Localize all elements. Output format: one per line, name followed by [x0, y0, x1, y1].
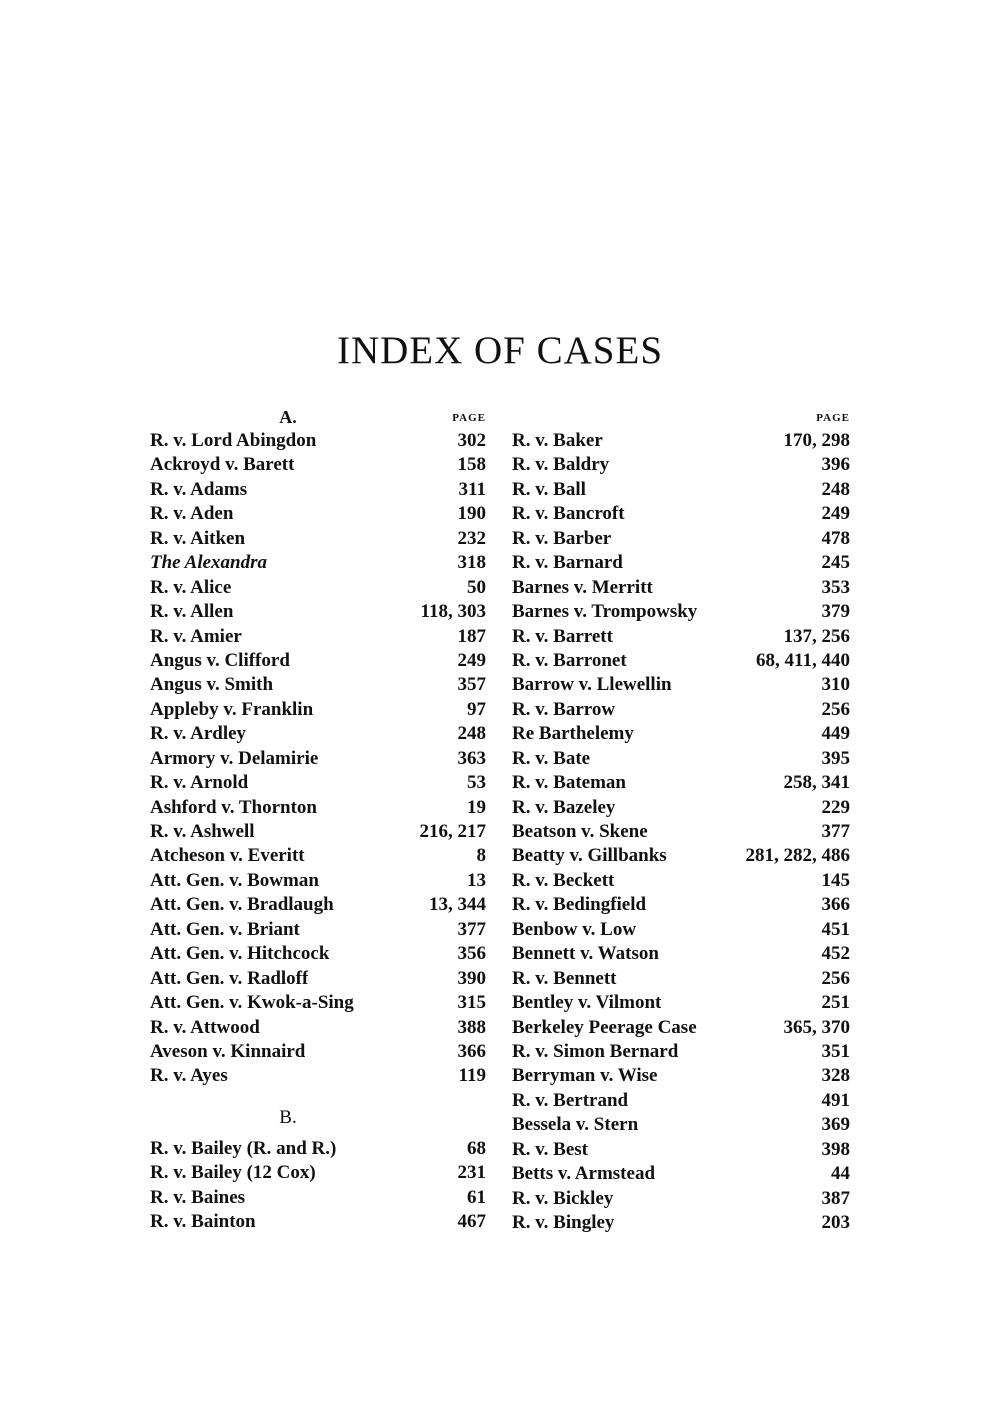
page-number: 187 [457, 625, 486, 647]
case-name: R. v. Bailey (12 Cox) [150, 1162, 316, 1184]
index-column-left [150, 407, 486, 1235]
case-name: Att. Gen. v. Radloff [150, 967, 309, 989]
case-name: Beatson v. Skene [512, 821, 648, 842]
case-name: R. v. Bancroft [512, 503, 625, 525]
page-number: 256 [821, 967, 850, 989]
case-name: Barnes v. Merritt [512, 576, 653, 598]
index-entry [150, 796, 486, 820]
index-entry [150, 820, 486, 844]
page-number: 13, 344 [429, 894, 486, 916]
page-number: 258, 341 [783, 772, 850, 794]
page-number: 449 [821, 723, 850, 745]
page-number: 491 [821, 1089, 850, 1111]
index-entry [150, 673, 486, 697]
case-name: R. v. Best [512, 1138, 588, 1160]
page-number: 248 [821, 478, 850, 500]
case-name: R. v. Barnard [512, 552, 623, 574]
case-name: R. v. Allen [150, 601, 234, 623]
case-name: R. v. Bateman [512, 772, 626, 794]
page-number: 365, 370 [783, 1016, 850, 1038]
index-entry [512, 1162, 850, 1186]
index-entry [150, 1161, 486, 1185]
index-entry [512, 844, 850, 868]
case-name: Atcheson v. Everitt [150, 845, 305, 867]
column-header [512, 411, 850, 429]
case-name: Armory v. Delamirie [150, 747, 319, 769]
case-name: R. v. Ashwell [150, 821, 255, 842]
page-number: 395 [821, 747, 850, 769]
case-name: R. v. Alice [150, 576, 232, 598]
page-number: 50 [467, 576, 486, 598]
case-name: Beatty v. Gillbanks [512, 845, 667, 867]
index-entry [512, 576, 850, 600]
case-name: R. v. Adams [150, 478, 248, 500]
section-b-list [150, 1137, 486, 1235]
page-number: 478 [821, 527, 850, 549]
index-entry [150, 918, 486, 942]
case-name: Appleby v. Franklin [150, 698, 314, 720]
case-name: Att. Gen. v. Hitchcock [150, 943, 330, 965]
index-entry [512, 1016, 850, 1040]
page-number: 61 [467, 1186, 486, 1208]
page-number: 119 [458, 1065, 486, 1087]
page-number: 256 [821, 698, 850, 720]
case-name: R. v. Ayes [150, 1065, 228, 1087]
index-entry [150, 747, 486, 771]
page-number: 353 [821, 576, 850, 598]
page-number: 388 [457, 1016, 486, 1038]
page-column-label: PAGE [816, 412, 850, 424]
page-number: 318 [457, 552, 486, 574]
page-number: 13 [467, 869, 486, 891]
page-number: 452 [821, 943, 850, 965]
index-entry [150, 502, 486, 526]
page-number: 190 [457, 503, 486, 525]
section-b-continued-list [512, 429, 850, 1235]
index-entry [150, 600, 486, 624]
page-number: 451 [821, 918, 850, 940]
index-entry [512, 1040, 850, 1064]
case-name: R. v. Beckett [512, 869, 615, 891]
page-number: 377 [821, 821, 850, 842]
case-name: R. v. Simon Bernard [512, 1040, 679, 1062]
page-number: 19 [467, 796, 486, 818]
page-number: 53 [467, 772, 486, 794]
index-entry [150, 1064, 486, 1088]
case-name: Betts v. Armstead [512, 1163, 656, 1185]
page-number: 68 [467, 1137, 486, 1159]
case-name: R. v. Aden [150, 503, 234, 525]
index-entry [150, 429, 486, 453]
page-number: 357 [457, 674, 486, 696]
index-entry [512, 796, 850, 820]
page-number: 302 [457, 430, 486, 451]
case-name: R. v. Bate [512, 747, 591, 769]
page-number: 396 [821, 454, 850, 476]
page-number: 118, 303 [420, 601, 486, 623]
page-number: 229 [821, 796, 850, 818]
page-number: 249 [457, 649, 486, 671]
index-entry [512, 722, 850, 746]
case-name: Ashford v. Thornton [150, 796, 318, 818]
case-name: Re Barthelemy [512, 723, 634, 745]
page-number: 170, 298 [783, 430, 850, 451]
column-header [150, 407, 486, 429]
page-number: 245 [821, 552, 850, 574]
index-entry [512, 527, 850, 551]
index-entry [150, 551, 486, 575]
page-number: 366 [457, 1040, 486, 1062]
case-name: R. v. Barrett [512, 625, 613, 647]
page-number: 158 [457, 454, 486, 476]
page-number: 137, 256 [783, 625, 850, 647]
index-entry [512, 942, 850, 966]
page-number: 387 [821, 1187, 850, 1209]
page-number: 281, 282, 486 [745, 845, 850, 867]
index-entry [512, 429, 850, 453]
case-name: R. v. Bazeley [512, 796, 616, 818]
index-entry [512, 967, 850, 991]
case-name: Att. Gen. v. Kwok-a-Sing [150, 992, 354, 1014]
page-number: 8 [476, 845, 486, 867]
index-entry [512, 698, 850, 722]
section-letter-b: B. [279, 1106, 297, 1128]
page-number: 390 [457, 967, 486, 989]
case-name: The Alexandra [150, 552, 267, 574]
index-entry [512, 1138, 850, 1162]
case-name: R. v. Ball [512, 478, 586, 500]
index-entry [512, 747, 850, 771]
case-name: R. v. Amier [150, 625, 242, 647]
index-entry [150, 991, 486, 1015]
case-name: Barrow v. Llewellin [512, 674, 672, 696]
index-entry [512, 1187, 850, 1211]
page-number: 351 [821, 1040, 850, 1062]
index-entry [512, 771, 850, 795]
index-entry [512, 991, 850, 1015]
page-number: 216, 217 [419, 821, 486, 842]
index-entry [150, 967, 486, 991]
case-name: R. v. Bickley [512, 1187, 614, 1209]
index-entry [150, 478, 486, 502]
index-entry [512, 893, 850, 917]
page-number: 145 [821, 869, 850, 891]
page-number: 203 [821, 1212, 850, 1233]
page-number: 249 [821, 503, 850, 525]
case-name: Bessela v. Stern [512, 1114, 639, 1136]
page-number: 311 [458, 478, 486, 500]
case-name: R. v. Attwood [150, 1016, 260, 1038]
case-name: Barnes v. Trompowsky [512, 601, 698, 623]
page-number: 97 [467, 698, 486, 720]
index-entry [512, 502, 850, 526]
page-number: 363 [457, 747, 486, 769]
page-number: 44 [831, 1163, 850, 1185]
index-entry [150, 1210, 486, 1234]
case-name: R. v. Arnold [150, 772, 249, 794]
case-name: Bentley v. Vilmont [512, 992, 662, 1014]
index-entry [512, 478, 850, 502]
index-entry [512, 820, 850, 844]
page-number: 356 [457, 943, 486, 965]
case-name: Att. Gen. v. Bowman [150, 869, 319, 891]
index-entry [150, 649, 486, 673]
index-entry [150, 625, 486, 649]
index-entry [512, 918, 850, 942]
case-name: Benbow v. Low [512, 918, 637, 940]
case-name: Ackroyd v. Barett [150, 454, 295, 476]
case-name: R. v. Barrow [512, 698, 616, 720]
page-number: 467 [457, 1211, 486, 1233]
index-entry [512, 600, 850, 624]
index-entry [512, 1113, 850, 1137]
case-name: R. v. Aitken [150, 527, 246, 549]
index-entry [150, 1040, 486, 1064]
case-name: Angus v. Smith [150, 674, 274, 696]
index-entry [512, 625, 850, 649]
case-name: R. v. Bailey (R. and R.) [150, 1137, 337, 1159]
page-number: 369 [821, 1114, 850, 1136]
page-number: 328 [821, 1065, 850, 1087]
index-entry [150, 576, 486, 600]
index-entry [150, 771, 486, 795]
page-number: 315 [457, 992, 486, 1014]
page-number: 248 [457, 723, 486, 745]
section-a-list [150, 429, 486, 1089]
index-entry [150, 698, 486, 722]
page-number: 398 [821, 1138, 850, 1160]
index-entry [150, 1137, 486, 1161]
case-name: R. v. Lord Abingdon [150, 430, 317, 451]
page-number: 379 [821, 601, 850, 623]
index-entry [150, 722, 486, 746]
case-name: R. v. Barber [512, 527, 612, 549]
case-name: R. v. Bertrand [512, 1089, 629, 1111]
index-entry [150, 844, 486, 868]
case-name: Berkeley Peerage Case [512, 1016, 697, 1038]
index-entry [512, 453, 850, 477]
page-number: 68, 411, 440 [756, 649, 850, 671]
case-name: R. v. Bainton [150, 1211, 256, 1233]
index-entry [150, 1186, 486, 1210]
index-column-right [512, 411, 850, 1235]
page-title: INDEX OF CASES [336, 329, 664, 372]
index-entry [512, 649, 850, 673]
case-name: Att. Gen. v. Briant [150, 918, 300, 940]
case-name: R. v. Bennett [512, 967, 617, 989]
index-entry [512, 1211, 850, 1235]
case-name: Att. Gen. v. Bradlaugh [150, 894, 334, 916]
section-letter-a: A. [279, 407, 297, 427]
case-name: Angus v. Clifford [150, 649, 290, 671]
case-name: R. v. Bingley [512, 1212, 615, 1233]
index-entry [512, 1064, 850, 1088]
page-column-label: PAGE [452, 412, 486, 424]
page-number: 377 [457, 918, 486, 940]
case-name: R. v. Baines [150, 1186, 246, 1208]
index-entry [512, 1089, 850, 1113]
case-name: Bennett v. Watson [512, 943, 659, 965]
page-number: 310 [821, 674, 850, 696]
case-name: R. v. Barronet [512, 649, 627, 671]
index-entry [150, 1016, 486, 1040]
index-entry [512, 551, 850, 575]
index-entry [150, 453, 486, 477]
index-entry [512, 869, 850, 893]
page-number: 231 [457, 1162, 486, 1184]
case-name: R. v. Ardley [150, 723, 247, 745]
index-entry [512, 673, 850, 697]
index-entry [150, 869, 486, 893]
case-name: Berryman v. Wise [512, 1065, 658, 1087]
case-name: R. v. Baker [512, 430, 603, 451]
case-name: Aveson v. Kinnaird [150, 1040, 306, 1062]
page-number: 251 [821, 992, 850, 1014]
index-entry [150, 893, 486, 917]
case-name: R. v. Baldry [512, 454, 610, 476]
page-number: 366 [821, 894, 850, 916]
page-number: 232 [457, 527, 486, 549]
index-entry [150, 942, 486, 966]
case-name: R. v. Bedingfield [512, 894, 647, 916]
index-entry [150, 527, 486, 551]
